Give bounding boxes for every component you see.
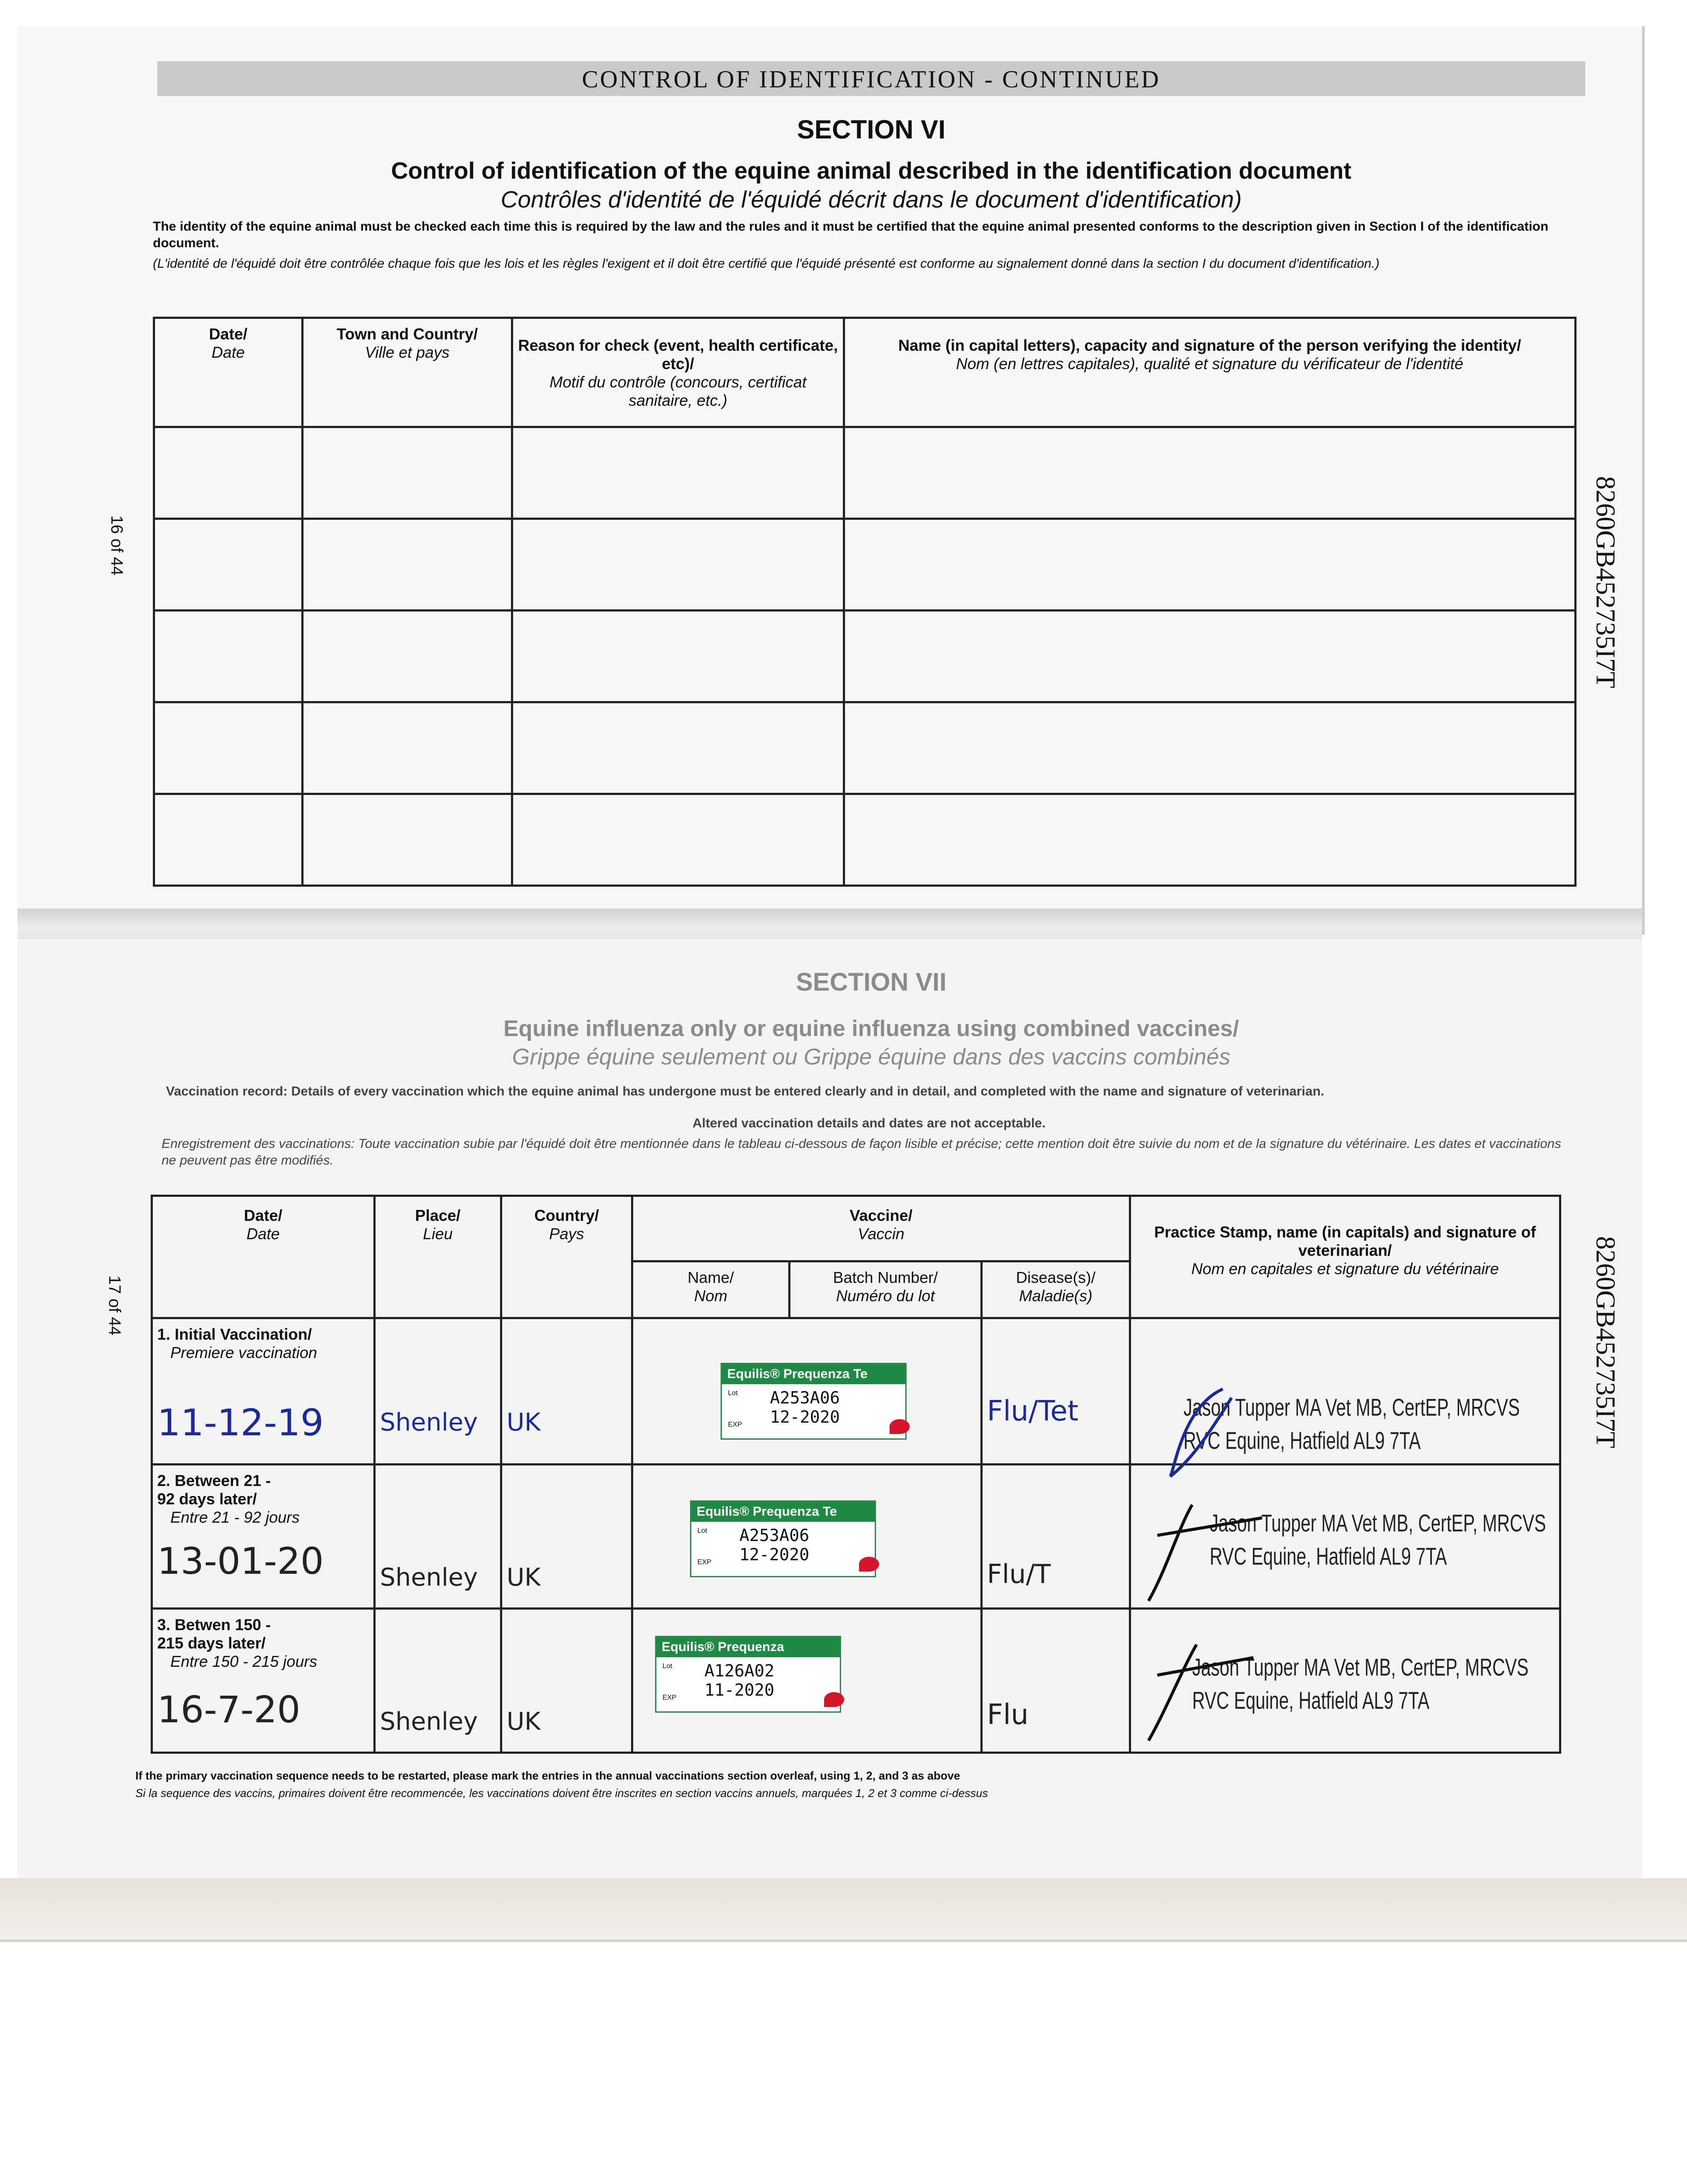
row2-exp: 12-2020 [739, 1545, 810, 1564]
row2-exp-prefix: EXP [697, 1559, 712, 1566]
row1-vaccine-label [721, 1363, 907, 1440]
row1-disease: Flu/Tet [987, 1395, 1079, 1427]
table-row [154, 519, 1576, 611]
section-vi-title-fr: Contrôles d'identité de l'équidé décrit dans le document d'identification) [500, 187, 1242, 213]
row1-label-fr: Premiere vaccination [170, 1344, 317, 1362]
side-number-17: 8260GB452735I7T [1590, 1236, 1620, 1448]
row3-label-fr: Entre 150 - 215 jours [170, 1652, 317, 1670]
row3-exp-prefix: EXP [662, 1694, 677, 1701]
header-verifier: Name (in capital letters), capacity and signature of the person verifying the identity/ Nom (en lettres capitales), qualité et signature du vérificateur de l'identité [844, 318, 1576, 427]
row1-country: UK [507, 1408, 541, 1437]
section-vii-heading: SECTION VII [796, 968, 947, 996]
row2-date: 13-01-20 [157, 1540, 324, 1583]
row2-lot-prefix: Lot [697, 1527, 707, 1534]
row2-country: UK [507, 1563, 541, 1592]
red-dot-icon [890, 1419, 910, 1434]
row1-label-en: 1. Initial Vaccination/ [157, 1325, 312, 1343]
row3-vaccine-brand: Equilis® Prequenza [656, 1637, 840, 1657]
row1-lot-prefix: Lot [728, 1389, 738, 1397]
section-vi-title-en: Control of identification of the equine animal described in the identification document [391, 158, 1352, 184]
table-row [154, 427, 1576, 519]
row1-vaccine-brand: Equilis® Prequenza Te [722, 1364, 905, 1384]
row2-signature-icon [1140, 1492, 1271, 1605]
row2-date-cell [152, 1465, 375, 1609]
row3-exp: 11-2020 [704, 1680, 775, 1700]
header-reason: Reason for check (event, health certificate, etc)/ Motif du contrôle (concours, certificat sanitaire, etc.) [512, 318, 844, 427]
row1-exp: 12-2020 [770, 1407, 840, 1427]
header-disease: Disease(s)/ Maladie(s) [982, 1261, 1130, 1318]
section-vi-note-fr: (L'identité de l'équidé doit être contrôlée chaque fois que les lois et les règles l'exigent et il doit être certifié que l'équidé présenté est conforme au signalement donné dans la section I du document d'identification.) [153, 256, 1380, 271]
section-vii-title-fr: Grippe équine seulement ou Grippe équine dans des vaccins combinés [512, 1044, 1231, 1070]
header-vaccine-name: Name/ Nom [632, 1261, 790, 1318]
section-vii-note-en2: Altered vaccination details and dates are not acceptable. [692, 1116, 1046, 1130]
row2-disease: Flu/T [987, 1559, 1051, 1590]
section-vii-note-fr: Enregistrement des vaccinations: Toute vaccination subie par l'équidé doit être mentionnée dans le tableau ci-dessous de façon lisible et précise; cette mention doit être suivie du nom et de la signature du vétérinaire. Les dates et vaccinations ne peuvent pas être modifiés. [162, 1137, 1561, 1168]
row3-lot-prefix: Lot [662, 1662, 673, 1670]
section-vi-heading: SECTION VI [797, 115, 946, 144]
row3-disease: Flu [987, 1699, 1029, 1731]
identification-check-table [153, 317, 1577, 887]
header-town-country: Town and Country/ Ville et pays [303, 318, 512, 427]
row1-exp-prefix: EXP [728, 1421, 742, 1428]
row2-stamp-line2: RVC Equine, Hatfield AL9 7TA [1210, 1542, 1447, 1570]
table-row [154, 702, 1576, 794]
side-number-16: 8260GB452735I7T [1590, 476, 1620, 688]
row1-date: 11-12-19 [157, 1401, 324, 1444]
header-vacc-date: Date/ Date [152, 1196, 375, 1318]
row1-stamp-line2: RVC Equine, Hatfield AL9 7TA [1183, 1426, 1421, 1454]
booklet-bottom-edge [0, 1878, 1687, 1942]
red-dot-icon [859, 1557, 879, 1572]
row2-vaccine-brand: Equilis® Prequenza Te [691, 1502, 875, 1522]
row3-stamp-line2: RVC Equine, Hatfield AL9 7TA [1192, 1686, 1430, 1714]
row3-vaccine-label [655, 1636, 841, 1713]
table-row [152, 1465, 1560, 1609]
row3-country: UK [507, 1707, 541, 1736]
page-number-17: 17 of 44 [105, 1275, 124, 1336]
section-vii-note-en: Vaccination record: Details of every vaccination which the equine animal has undergone must be entered clearly and in detail, and completed with the name and signature of veterinarian. [166, 1084, 1325, 1099]
row2-stamp-line1: Jason Tupper MA Vet MB, CertEP, MRCVS [1210, 1509, 1546, 1537]
header-vaccine: Vaccine/ Vaccin [632, 1196, 1130, 1261]
row1-lot: A253A06 [770, 1388, 840, 1407]
row3-lot: A126A02 [704, 1661, 775, 1680]
header-date: Date/ Date [154, 318, 303, 427]
header-vet-stamp: Practice Stamp, name (in capitals) and signature of veterinarian/ Nom en capitales et signature du vétérinaire [1130, 1196, 1560, 1318]
band-title: CONTROL OF IDENTIFICATION - CONTINUED [582, 66, 1161, 93]
footer-fr: Si la sequence des vaccins, primaires doivent être recommencée, les vaccinations doivent être inscrites en section vaccins annuels, marquées 1, 2 et 3 comme ci-dessus [135, 1787, 988, 1800]
header-place: Place/ Lieu [375, 1196, 501, 1318]
row2-place: Shenley [380, 1563, 478, 1592]
row3-date-cell [152, 1609, 375, 1753]
table-row [152, 1318, 1560, 1465]
table-row [154, 794, 1576, 886]
section-vi-note-en: The identity of the equine animal must be checked each time this is required by the law and the rules and it must be certified that the equine animal presented conforms to the description given in Section I of the identification document. [153, 219, 1549, 250]
table-row [154, 611, 1576, 702]
row1-stamp-line1: Jason Tupper MA Vet MB, CertEP, MRCVS [1183, 1393, 1520, 1421]
footer-en: If the primary vaccination sequence needs to be restarted, please mark the entries in the annual vaccinations section overleaf, using 1, 2, and 3 as above [135, 1769, 960, 1782]
row3-stamp-line1: Jason Tupper MA Vet MB, CertEP, MRCVS [1192, 1653, 1529, 1681]
row3-signature-icon [1140, 1636, 1271, 1749]
row3-date: 16-7-20 [157, 1688, 300, 1731]
row3-label-en: 3. Betwen 150 - 215 days later/ [157, 1616, 271, 1652]
table-row [152, 1609, 1560, 1753]
row2-label-en: 2. Between 21 - 92 days later/ [157, 1472, 271, 1508]
red-dot-icon [824, 1692, 844, 1707]
row2-label-fr: Entre 21 - 92 jours [170, 1508, 300, 1526]
page-number-16: 16 of 44 [107, 515, 126, 576]
vaccination-table [151, 1195, 1561, 1754]
section-vii-title-en: Equine influenza only or equine influenza using combined vaccines/ [503, 1016, 1239, 1041]
row3-place: Shenley [380, 1707, 478, 1736]
row2-vaccine-label [690, 1500, 876, 1577]
header-batch-number: Batch Number/ Numéro du lot [790, 1261, 982, 1318]
row1-place: Shenley [380, 1408, 478, 1437]
row2-lot: A253A06 [739, 1526, 810, 1545]
row1-date-cell [152, 1318, 375, 1465]
header-country: Country/ Pays [501, 1196, 632, 1318]
